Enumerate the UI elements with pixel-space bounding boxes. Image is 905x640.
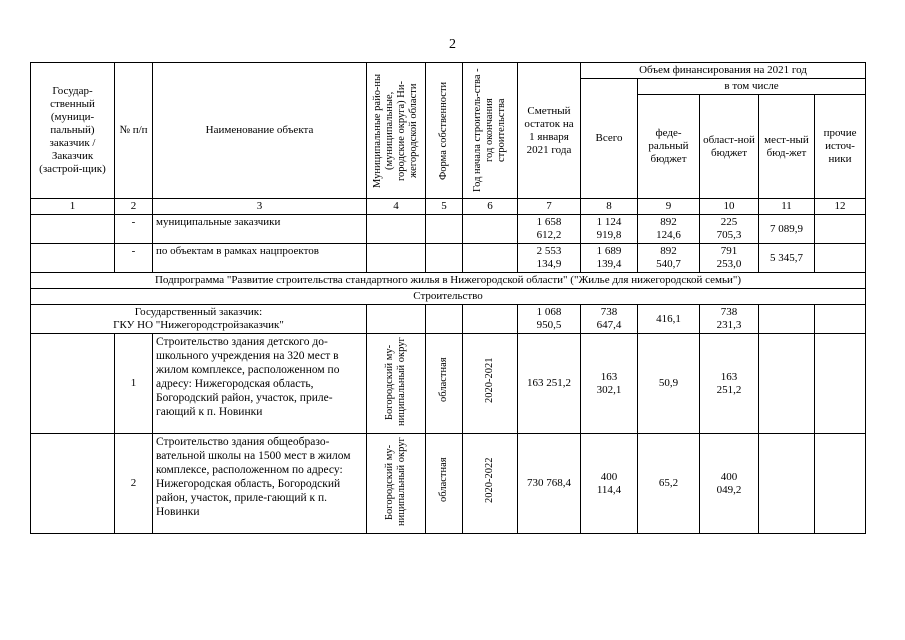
- col-number: 10: [700, 199, 759, 215]
- header-ownership: [426, 63, 463, 199]
- subprogram-title: Подпрограмма "Развитие строительства стандартного жилья в Нижегородской области" ("Жилье для нижегородской семьи"): [31, 273, 866, 289]
- total-value: 738 647,4: [581, 305, 638, 334]
- page-number: 2: [449, 37, 456, 52]
- object-name: Строительство здания детского до-школьного учреждения на 320 мест в жилом комплексе, расположенном по адресу: Нижегородская область, Богородский район, участок, приле-гающий к п. Новинки: [153, 334, 367, 434]
- col-number: 9: [638, 199, 700, 215]
- header-including: в том числе: [638, 79, 866, 95]
- header-years-text: Год начала строитель-ства - год окончания строительства: [472, 68, 507, 193]
- header-federal: феде-ральный бюджет: [638, 95, 700, 199]
- header-object-name: Наименование объекта: [153, 63, 367, 199]
- federal-value: 892 540,7: [638, 244, 700, 273]
- local-value: 5 345,7: [759, 244, 815, 273]
- federal-value: 416,1: [638, 305, 700, 334]
- object-name: Строительство здания общеобразо-вательной школы на 1500 мест в жилом комплексе, расположенном по адресу: Нижегородская область, Богородский район, участок, приле-гающий к п. Новинки: [153, 434, 367, 534]
- object-name: по объектам в рамках нацпроектов: [153, 244, 367, 273]
- estimate-value: 730 768,4: [518, 434, 581, 534]
- col-number: 12: [815, 199, 866, 215]
- state-customer: Государственный заказчик: ГКУ НО "Нижегородстройзаказчик": [31, 305, 367, 334]
- estimate-value: 163 251,2: [518, 334, 581, 434]
- header-num: № п/п: [115, 63, 153, 199]
- federal-value: 65,2: [638, 434, 700, 534]
- total-value: 1 689 139,4: [581, 244, 638, 273]
- other-value: [815, 215, 866, 244]
- regional-value: 738 231,3: [700, 305, 759, 334]
- col-number: 1: [31, 199, 115, 215]
- federal-value: 50,9: [638, 334, 700, 434]
- table-row: [31, 334, 866, 434]
- funding-table: [30, 62, 866, 534]
- section-title: Строительство: [31, 289, 866, 305]
- regional-value: 225 705,3: [700, 215, 759, 244]
- header-estimate: Сметный остаток на 1 января 2021 года: [518, 63, 581, 199]
- row-num: 2: [115, 434, 153, 534]
- other-value: [815, 244, 866, 273]
- header-total: Всего: [581, 79, 638, 199]
- col-number: 4: [367, 199, 426, 215]
- table-row: [31, 244, 866, 273]
- table-row: [31, 434, 866, 534]
- col-number: 6: [463, 199, 518, 215]
- row-num: -: [115, 215, 153, 244]
- estimate-value: 2 553 134,9: [518, 244, 581, 273]
- estimate-value: 1 658 612,2: [518, 215, 581, 244]
- ownership-text: областная: [438, 457, 449, 503]
- total-value: 163 302,1: [581, 334, 638, 434]
- years-text: 2020-2022: [484, 457, 495, 503]
- row-num: 1: [115, 334, 153, 434]
- ownership-text: областная: [438, 357, 449, 403]
- years-text: 2020-2021: [484, 357, 495, 403]
- header-years: [463, 63, 518, 199]
- col-number: 5: [426, 199, 463, 215]
- row-num: -: [115, 244, 153, 273]
- local-value: 7 089,9: [759, 215, 815, 244]
- municipality-text: Богородский му-ниципальный округ: [384, 337, 407, 427]
- regional-value: 791 253,0: [700, 244, 759, 273]
- header-municipality-text: Муниципальные райо-ны (муниципальные, городские округа) Ни-жегородской области: [372, 73, 419, 188]
- header-local: мест-ный бюд-жет: [759, 95, 815, 199]
- federal-value: 892 124,6: [638, 215, 700, 244]
- col-number: 8: [581, 199, 638, 215]
- header-other: прочие источ-ники: [815, 95, 866, 199]
- regional-value: 400 049,2: [700, 434, 759, 534]
- table-row: [31, 215, 866, 244]
- header-customer: Государ-ственный (муници-пальный) заказчик /Заказчик (застрой-щик): [31, 63, 115, 199]
- header-funding-title: Объем финансирования на 2021 год: [581, 63, 866, 79]
- column-numbers-row: [31, 199, 866, 215]
- header-ownership-text: Форма собственности: [438, 81, 449, 180]
- col-number: 7: [518, 199, 581, 215]
- table-row: [31, 305, 866, 334]
- col-number: 3: [153, 199, 367, 215]
- col-number: 2: [115, 199, 153, 215]
- regional-value: 163 251,2: [700, 334, 759, 434]
- total-value: 400 114,4: [581, 434, 638, 534]
- header-municipality: [367, 63, 426, 199]
- object-name: муниципальные заказчики: [153, 215, 367, 244]
- estimate-value: 1 068 950,5: [518, 305, 581, 334]
- header-regional: област-ной бюджет: [700, 95, 759, 199]
- municipality-text: Богородский му-ниципальный округ: [384, 437, 407, 527]
- total-value: 1 124 919,8: [581, 215, 638, 244]
- col-number: 11: [759, 199, 815, 215]
